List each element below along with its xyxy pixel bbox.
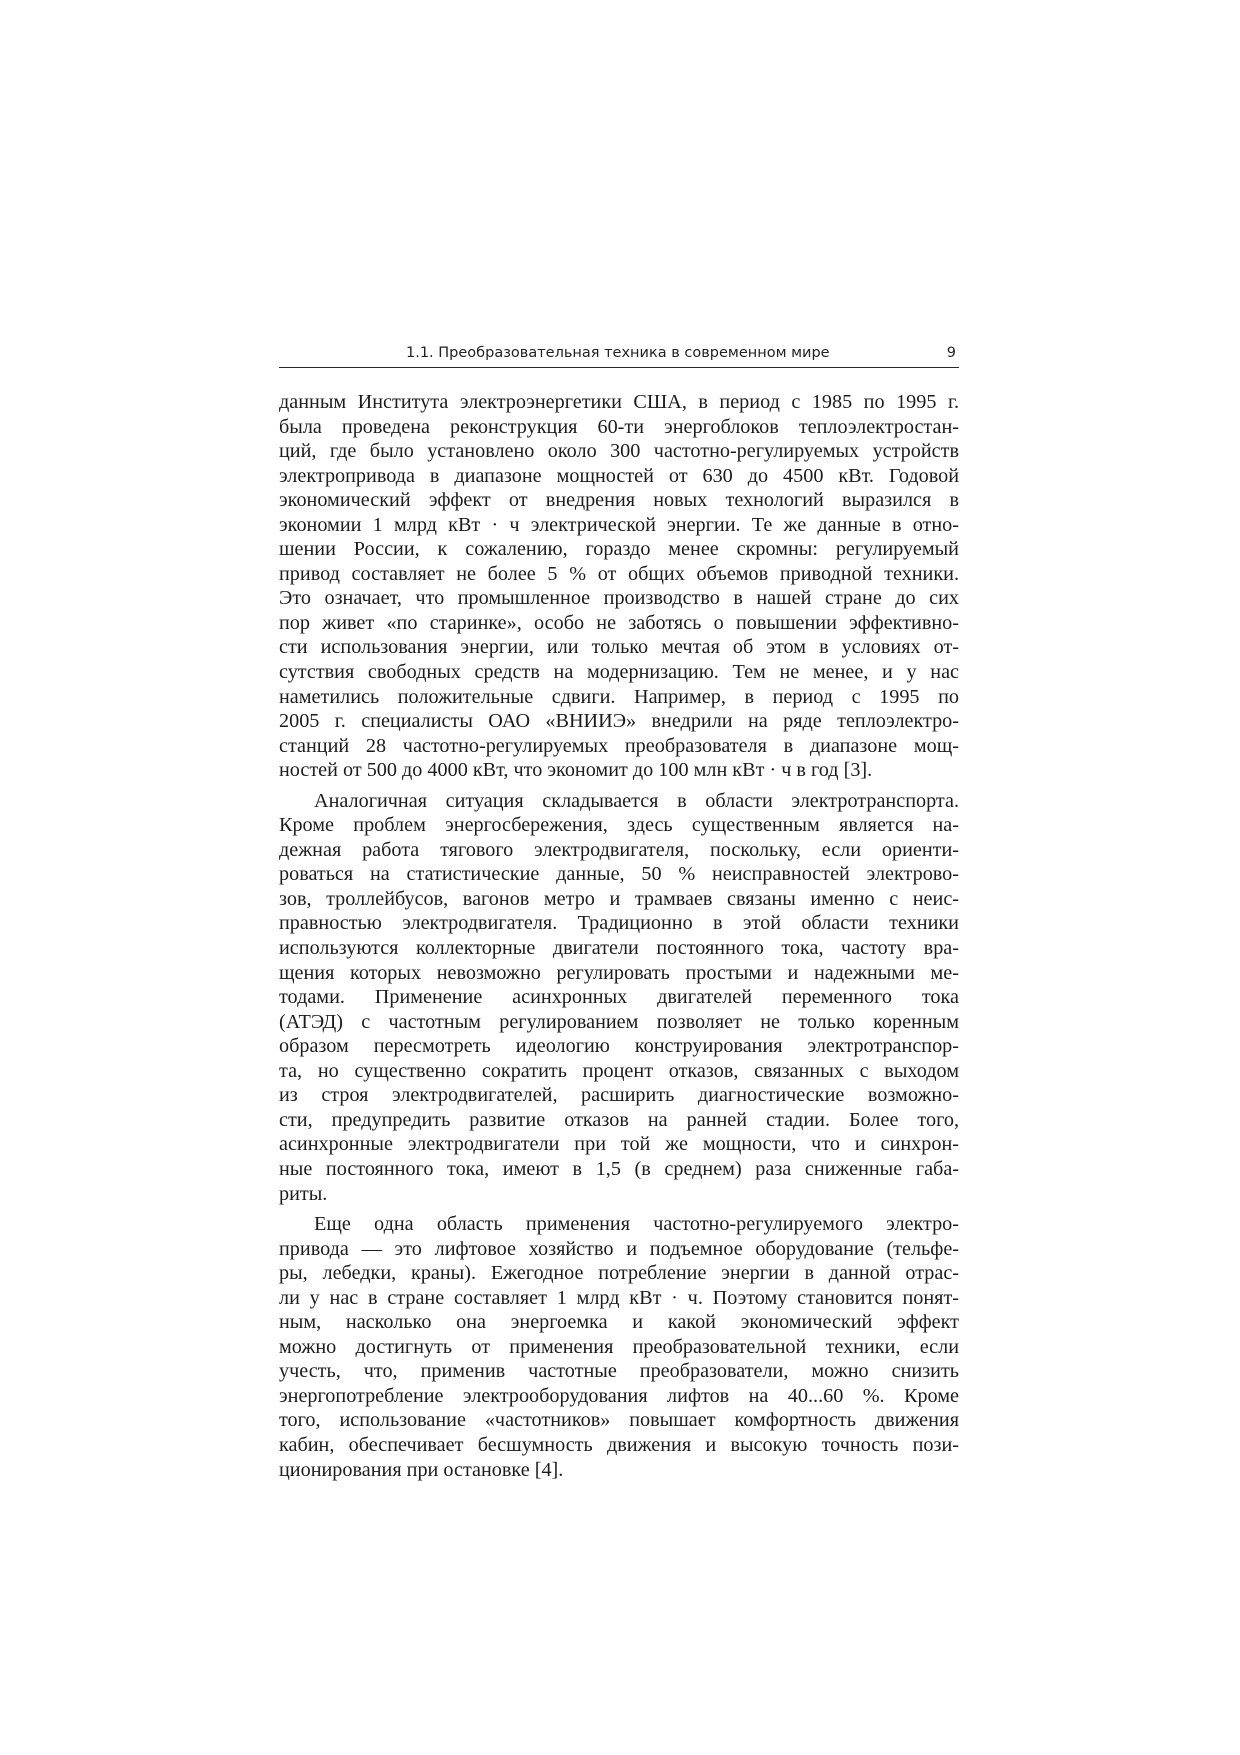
page-number: 9 [946, 345, 956, 361]
text-line: Это означает, что промышленное производство в нашей стране до сих [279, 587, 959, 610]
text-line: шении России, к сожалению, гораздо менее скромны: регулируемый [279, 538, 959, 561]
text-line: используются коллекторные двигатели постоянного тока, частоту вра- [279, 937, 959, 960]
text-line: Аналогичная ситуация складывается в области электротранспорта. [314, 789, 959, 812]
text-line: ностей от 500 до 4000 кВт, что экономит до 100 млн кВт · ч в год [3]. [279, 759, 873, 782]
text-line: данным Института электроэнергетики США, в период с 1985 по 1995 г. [279, 391, 959, 413]
text-line: привода — это лифтовое хозяйство и подъемное оборудование (тельфе- [279, 1237, 959, 1260]
paragraph-2 [279, 789, 959, 1206]
text-line: дежная работа тягового электродвигателя, поскольку, если ориенти- [279, 838, 959, 861]
paragraph-1 [279, 390, 959, 783]
running-head [279, 343, 959, 368]
text-line: риты. [279, 1182, 328, 1205]
text-line: кабин, обеспечивает бесшумность движения и высокую точность пози- [279, 1433, 959, 1456]
text-line: можно достигнуть от применения преобразовательной техники, если [279, 1335, 959, 1358]
text-line: из строя электродвигателей, расширить диагностические возможно- [279, 1084, 959, 1107]
text-line: того, использование «частотников» повышает комфортность движения [279, 1409, 959, 1432]
text-line: щения которых невозможно регулировать простыми и надежными ме- [279, 961, 959, 984]
text-line: привод составляет не более 5 % от общих объемов приводной техники. [279, 562, 959, 585]
text-line: была проведена реконструкция 60-ти энергоблоков теплоэлектростан- [279, 415, 959, 438]
text-line: сутствия свободных средств на модернизацию. Тем не менее, и у нас [279, 661, 959, 684]
text-line: роваться на статистические данные, 50 % неисправностей электрово- [279, 863, 959, 886]
running-head-title: 1.1. Преобразовательная техника в современном мире [406, 345, 830, 361]
text-line: энергопотребление электрооборудования лифтов на 40...60 %. Кроме [279, 1384, 959, 1407]
text-line: та, но существенно сократить процент отказов, связанных с выходом [279, 1059, 959, 1082]
text-line: экономический эффект от внедрения новых технологий выразился в [279, 489, 959, 512]
text-line: Кроме проблем энергосбережения, здесь существенным является на- [279, 814, 959, 837]
text-line: ли у нас в стране составляет 1 млрд кВт · ч. Поэтому становится понят- [279, 1286, 959, 1309]
text-line: образом пересмотреть идеологию конструирования электротранспор- [279, 1035, 959, 1058]
text-line: ционирования при остановке [4]. [279, 1458, 564, 1481]
text-line: учесть, что, применив частотные преобразователи, можно снизить [279, 1360, 959, 1383]
text-line: Еще одна область применения частотно-регулируемого электро- [314, 1213, 959, 1236]
paragraph-3 [279, 1212, 959, 1482]
text-line: тодами. Применение асинхронных двигателей переменного тока [279, 986, 959, 1009]
text-line: ным, насколько она энергоемка и какой экономический эффект [279, 1311, 959, 1334]
text-line: асинхронные электродвигатели при той же мощности, что и синхрон- [279, 1133, 959, 1156]
text-line: сти использования энергии, или только мечтая об этом в условиях от- [279, 636, 959, 659]
text-line: ций, где было установлено около 300 частотно-регулируемых устройств [279, 440, 959, 463]
text-line: наметились положительные сдвиги. Например, в период с 1995 по [279, 685, 959, 708]
text-line: (АТЭД) с частотным регулированием позволяет не только коренным [279, 1010, 959, 1033]
text-line: станций 28 частотно-регулируемых преобразователя в диапазоне мощ- [279, 734, 959, 757]
text-line: ные постоянного тока, имеют в 1,5 (в среднем) раза сниженные габа- [279, 1157, 959, 1180]
text-line: экономии 1 млрд кВт · ч электрической энергии. Те же данные в отно- [279, 513, 959, 536]
text-line: 2005 г. специалисты ОАО «ВНИИЭ» внедрили на ряде теплоэлектро- [279, 710, 959, 733]
body-text [279, 390, 959, 1488]
text-line: зов, троллейбусов, вагонов метро и трамваев связаны именно с неис- [279, 887, 959, 910]
text-line: ры, лебедки, краны). Ежегодное потребление энергии в данной отрас- [279, 1262, 959, 1285]
text-line: электропривода в диапазоне мощностей от 630 до 4500 кВт. Годовой [279, 464, 959, 487]
text-line: сти, предупредить развитие отказов на ранней стадии. Более того, [279, 1108, 959, 1131]
text-line: пор живет «по старинке», особо не заботясь о повышении эффективно- [279, 611, 959, 634]
text-line: правностью электродвигателя. Традиционно в этой области техники [279, 912, 959, 935]
